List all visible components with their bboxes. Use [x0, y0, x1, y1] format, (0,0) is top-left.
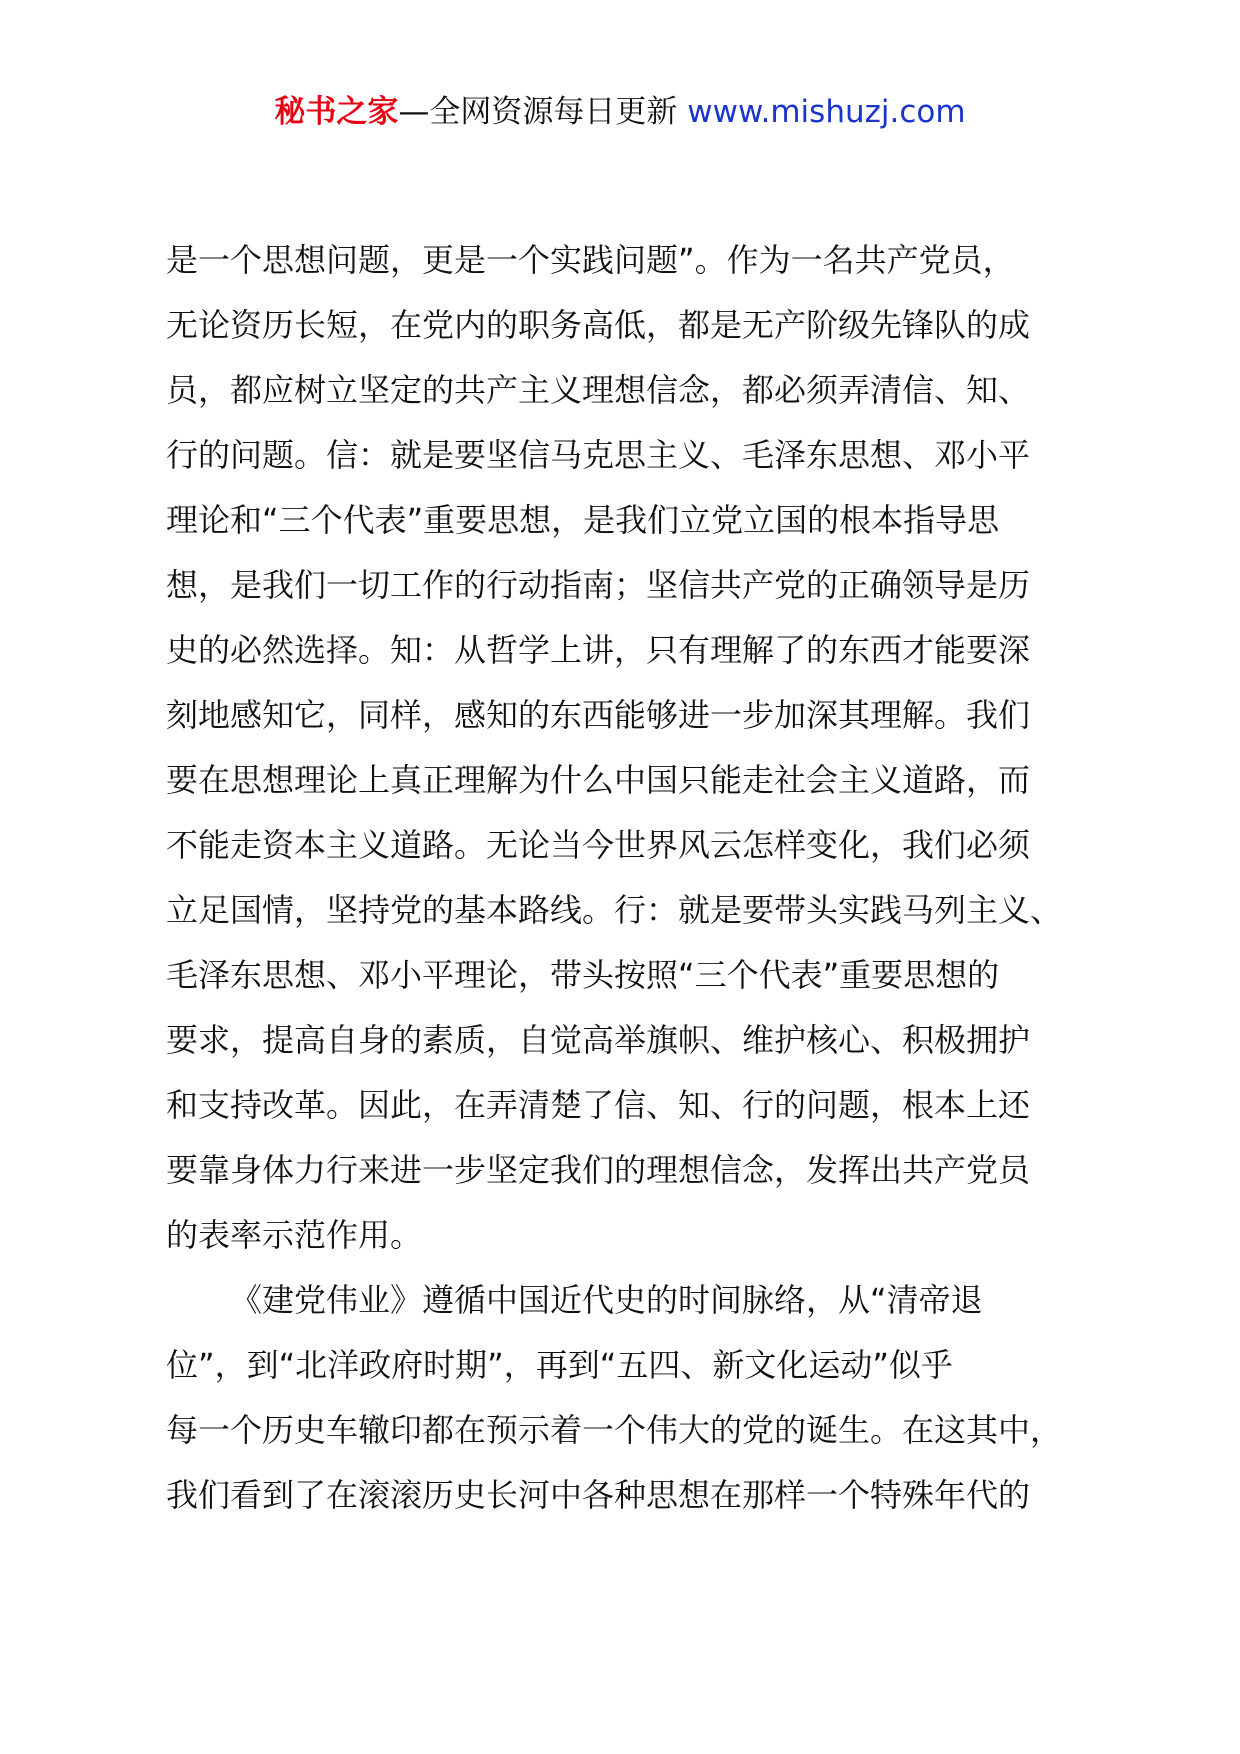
text-line: 不能走资本主义道路。无论当今世界风云怎样变化，我们必须 [166, 826, 1031, 864]
text-line: 和支持改革。因此，在弄清楚了信、知、行的问题，根本上还 [166, 1086, 1031, 1124]
text-line: 史的必然选择。知：从哲学上讲，只有理解了的东西才能要深 [166, 631, 1031, 669]
site-slogan: —全网资源每日更新 [398, 94, 688, 130]
text-line: 无论资历长短，在党内的职务高低，都是无产阶级先锋队的成 [166, 306, 1031, 344]
text-line: 位”，到“北洋政府时期”，再到“五四、新文化运动”似乎 [166, 1346, 953, 1384]
text-line: 行的问题。信：就是要坚信马克思主义、毛泽东思想、邓小平 [166, 436, 1031, 474]
site-url-link[interactable]: www.mishuzj.com [687, 94, 966, 130]
text-line: 要求，提高自身的素质，自觉高举旗帜、维护核心、积极拥护 [166, 1021, 1031, 1059]
text-line: 立足国情，坚持党的基本路线。行：就是要带头实践马列主义、 [166, 891, 1063, 929]
text-line: 刻地感知它，同样，感知的东西能够进一步加深其理解。我们 [166, 696, 1031, 734]
site-brand: 秘书之家 [274, 94, 399, 130]
text-line: 员，都应树立坚定的共产主义理想信念，都必须弄清信、知、 [166, 371, 1031, 409]
text-line: 要靠身体力行来进一步坚定我们的理想信念，发挥出共产党员 [166, 1151, 1031, 1189]
text-line: 是一个思想问题，更是一个实践问题”。作为一名共产党员， [166, 241, 1015, 279]
text-line: 我们看到了在滚滚历史长河中各种思想在那样一个特殊年代的 [166, 1476, 1031, 1514]
paragraph-start-line: 《建党伟业》遵循中国近代史的时间脉络，从“清帝退 [230, 1281, 983, 1319]
text-line: 每一个历史车辙印都在预示着一个伟大的党的诞生。在这其中， [166, 1411, 1063, 1449]
text-line: 毛泽东思想、邓小平理论，带头按照“三个代表”重要思想的 [166, 956, 1000, 994]
document-body [166, 238, 1086, 1538]
text-line: 的表率示范作用。 [166, 1216, 423, 1254]
site-header [0, 92, 1240, 132]
text-line: 要在思想理论上真正理解为什么中国只能走社会主义道路，而 [166, 761, 1031, 799]
text-line: 理论和“三个代表”重要思想，是我们立党立国的根本指导思 [166, 501, 1000, 539]
text-line: 想，是我们一切工作的行动指南；坚信共产党的正确领导是历 [166, 566, 1031, 604]
